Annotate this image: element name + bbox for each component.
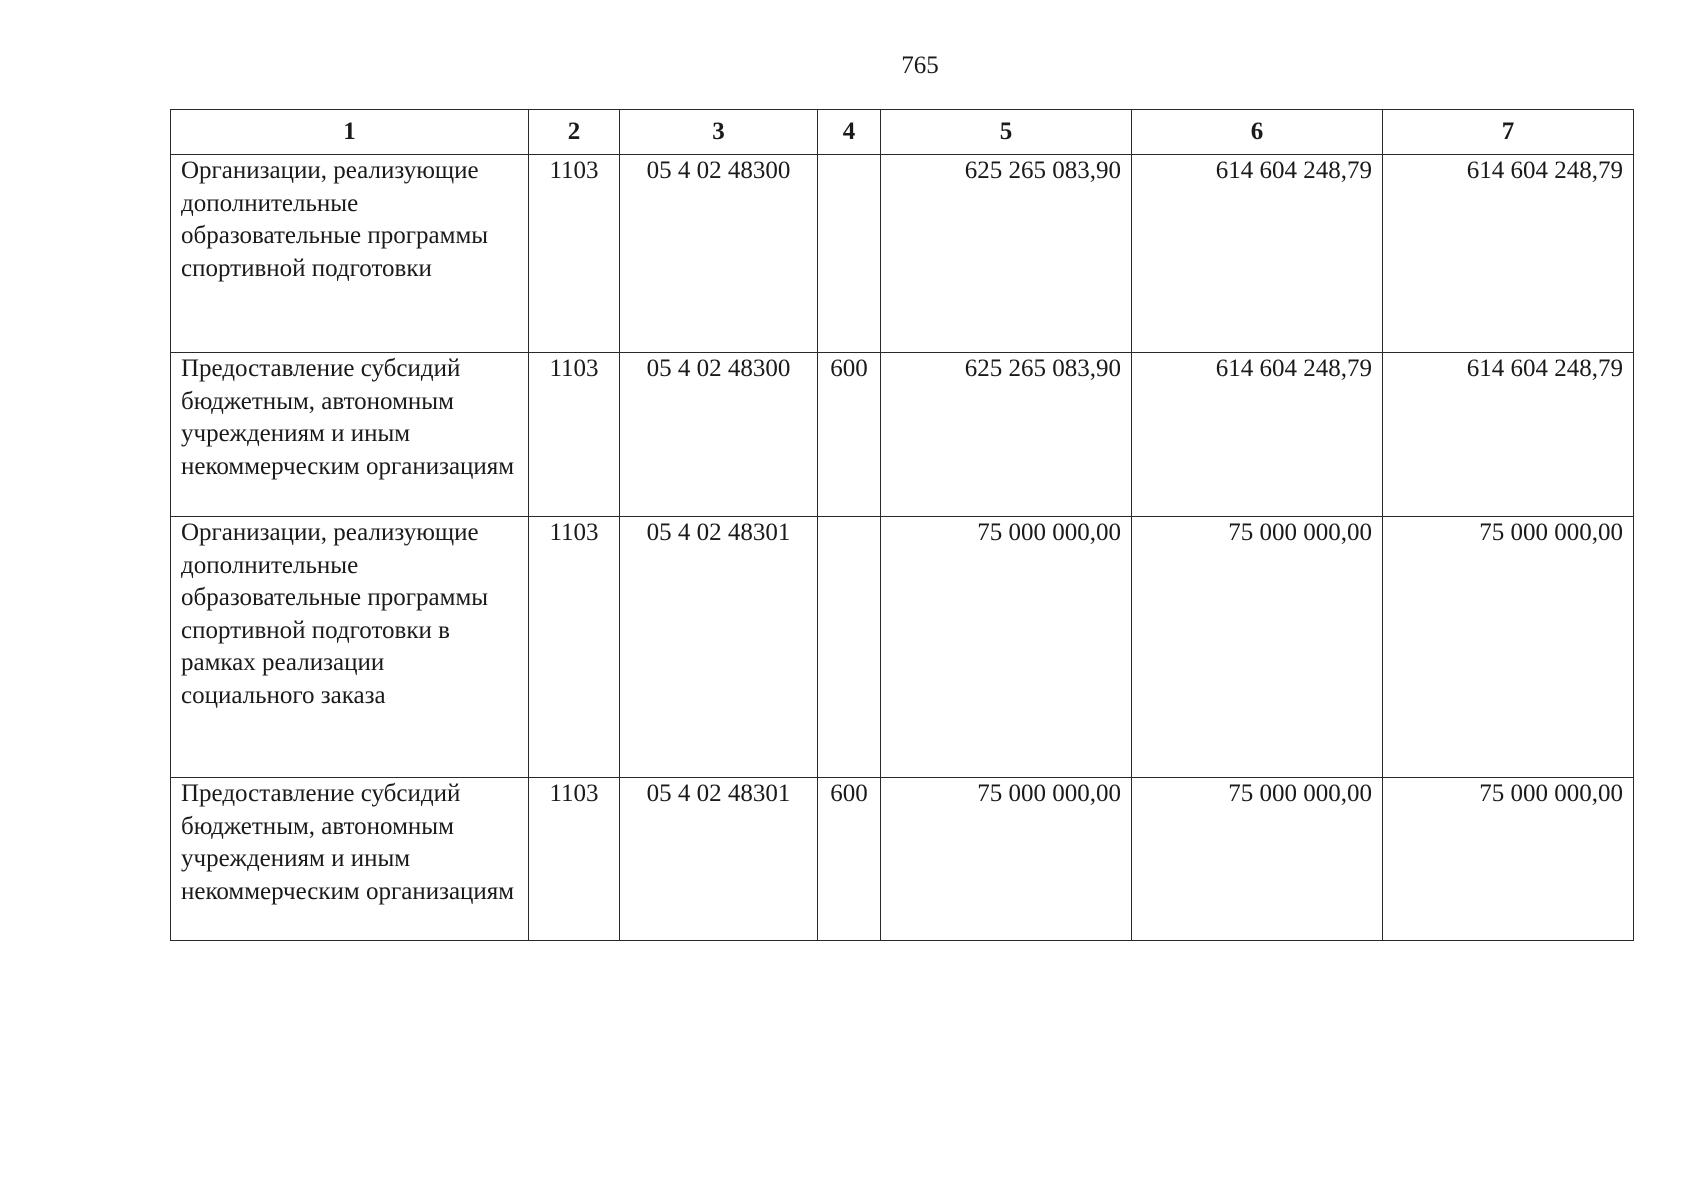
row-type-code [818, 517, 881, 778]
header-col-2: 2 [529, 110, 620, 155]
row-value-col6: 75 000 000,00 [1132, 778, 1383, 941]
row-target-code: 05 4 02 48301 [620, 517, 818, 778]
row-section-code: 1103 [529, 778, 620, 941]
row-section-code: 1103 [529, 353, 620, 517]
row-name: Предоставление субсидий бюджетным, автономным учреждениям и иным некоммерческим организациям [171, 778, 529, 941]
row-value-col7: 75 000 000,00 [1383, 517, 1634, 778]
header-col-4: 4 [818, 110, 881, 155]
row-target-code: 05 4 02 48301 [620, 778, 818, 941]
row-section-code: 1103 [529, 155, 620, 353]
row-target-code: 05 4 02 48300 [620, 353, 818, 517]
row-value-col7: 614 604 248,79 [1383, 155, 1634, 353]
row-type-code [818, 155, 881, 353]
row-value-col5: 75 000 000,00 [881, 517, 1132, 778]
row-type-code: 600 [818, 353, 881, 517]
row-value-col5: 625 265 083,90 [881, 353, 1132, 517]
table-row [171, 155, 1634, 353]
row-name: Организации, реализующие дополнительные образовательные программы спортивной подготовки [171, 155, 529, 353]
row-target-code: 05 4 02 48300 [620, 155, 818, 353]
table-header-row [171, 110, 1634, 155]
row-value-col7: 75 000 000,00 [1383, 778, 1634, 941]
budget-table [170, 109, 1634, 941]
header-col-5: 5 [881, 110, 1132, 155]
table-row [171, 517, 1634, 778]
row-section-code: 1103 [529, 517, 620, 778]
page-number: 765 [901, 52, 939, 79]
header-col-3: 3 [620, 110, 818, 155]
row-value-col6: 614 604 248,79 [1132, 155, 1383, 353]
row-type-code: 600 [818, 778, 881, 941]
row-value-col5: 75 000 000,00 [881, 778, 1132, 941]
row-name: Предоставление субсидий бюджетным, автономным учреждениям и иным некоммерческим организациям [171, 353, 529, 517]
header-col-1: 1 [171, 110, 529, 155]
row-value-col5: 625 265 083,90 [881, 155, 1132, 353]
row-name: Организации, реализующие дополнительные образовательные программы спортивной подготовки в рамках реализации социального заказа [171, 517, 529, 778]
row-value-col6: 75 000 000,00 [1132, 517, 1383, 778]
header-col-6: 6 [1132, 110, 1383, 155]
header-col-7: 7 [1383, 110, 1634, 155]
row-value-col6: 614 604 248,79 [1132, 353, 1383, 517]
table-row [171, 353, 1634, 517]
row-value-col7: 614 604 248,79 [1383, 353, 1634, 517]
table-row [171, 778, 1634, 941]
